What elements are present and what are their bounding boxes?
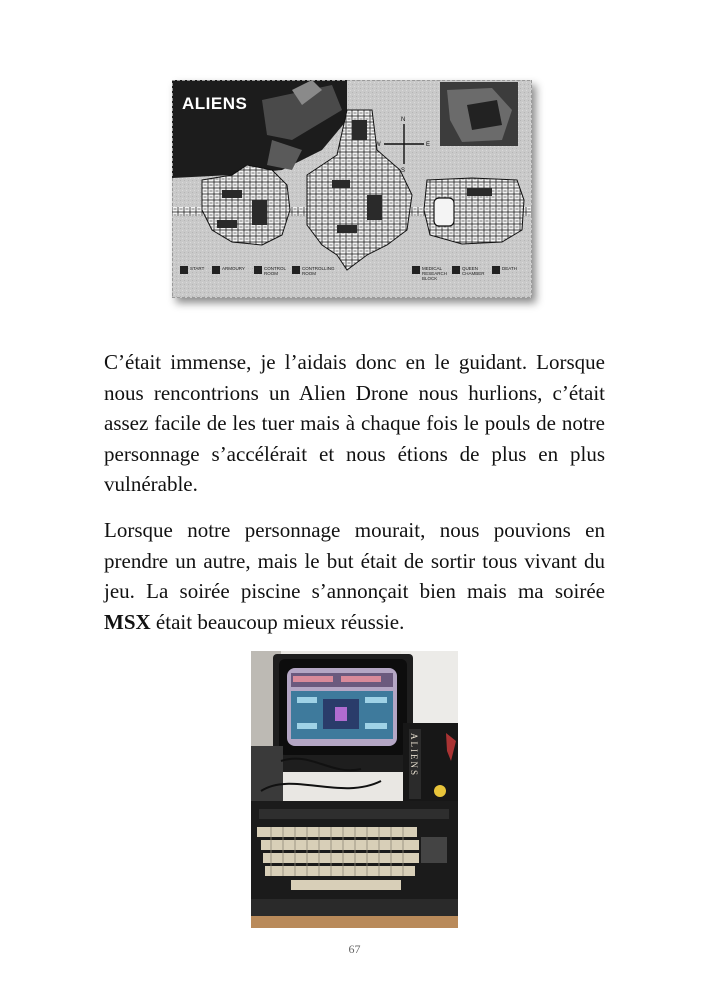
msx-computer-photo	[251, 651, 458, 928]
legend-swatch	[254, 266, 262, 274]
legend-item	[292, 266, 335, 276]
legend-item	[412, 266, 452, 281]
legend-swatch	[412, 266, 420, 274]
page-number: 67	[348, 942, 361, 956]
legend-swatch	[180, 266, 188, 274]
aliens-game-box	[403, 723, 458, 805]
legend-label: START	[190, 266, 205, 271]
legend-label: ARMOURY	[222, 266, 245, 271]
compass-n: N	[401, 117, 406, 123]
legend-label: MEDICAL RESEARCH BLOCK	[422, 266, 448, 281]
compass-w: W	[375, 142, 381, 148]
legend-label: QUEEN CHAMBER	[462, 266, 485, 276]
legend-item	[254, 266, 294, 276]
legend-swatch	[492, 266, 500, 274]
paragraph-2-text-start: Lorsque notre personnage mourait, nous pouvions en prendre un autre, mais le but était de sortir tous vivant du jeu. La soirée piscine s’annonçait bien mais ma soirée	[104, 518, 605, 603]
compass-e: E	[426, 142, 431, 148]
map-title: ALIENS	[182, 94, 248, 113]
paragraph-2-text-end: était beaucoup mieux réussie.	[150, 609, 405, 634]
legend-item	[452, 266, 492, 276]
msx-bold: MSX	[104, 609, 151, 634]
aliens-map-image	[172, 80, 532, 298]
paragraph-1: C’était immense, je l’aidais donc en le guidant. Lorsque nous rencontrions un Alien Drone nous hurlions, c’était assez facile de les tuer mais à chaque fois le pouls de notre personnage s’accélérait et nous étions de plus en plus vulnérable.	[104, 350, 605, 496]
paragraph-2	[104, 515, 605, 637]
map-legend	[180, 266, 530, 296]
compass-s: S	[401, 168, 406, 174]
legend-label: CONTROL ROOM	[264, 266, 286, 276]
legend-item	[492, 266, 532, 274]
legend-label: CONTROLLING ROOM	[302, 266, 335, 276]
legend-swatch	[452, 266, 460, 274]
legend-swatch	[212, 266, 220, 274]
legend-item	[212, 266, 252, 274]
game-box-title: ALIENS	[409, 733, 419, 777]
legend-label: DEATH	[502, 266, 517, 271]
legend-swatch	[292, 266, 300, 274]
